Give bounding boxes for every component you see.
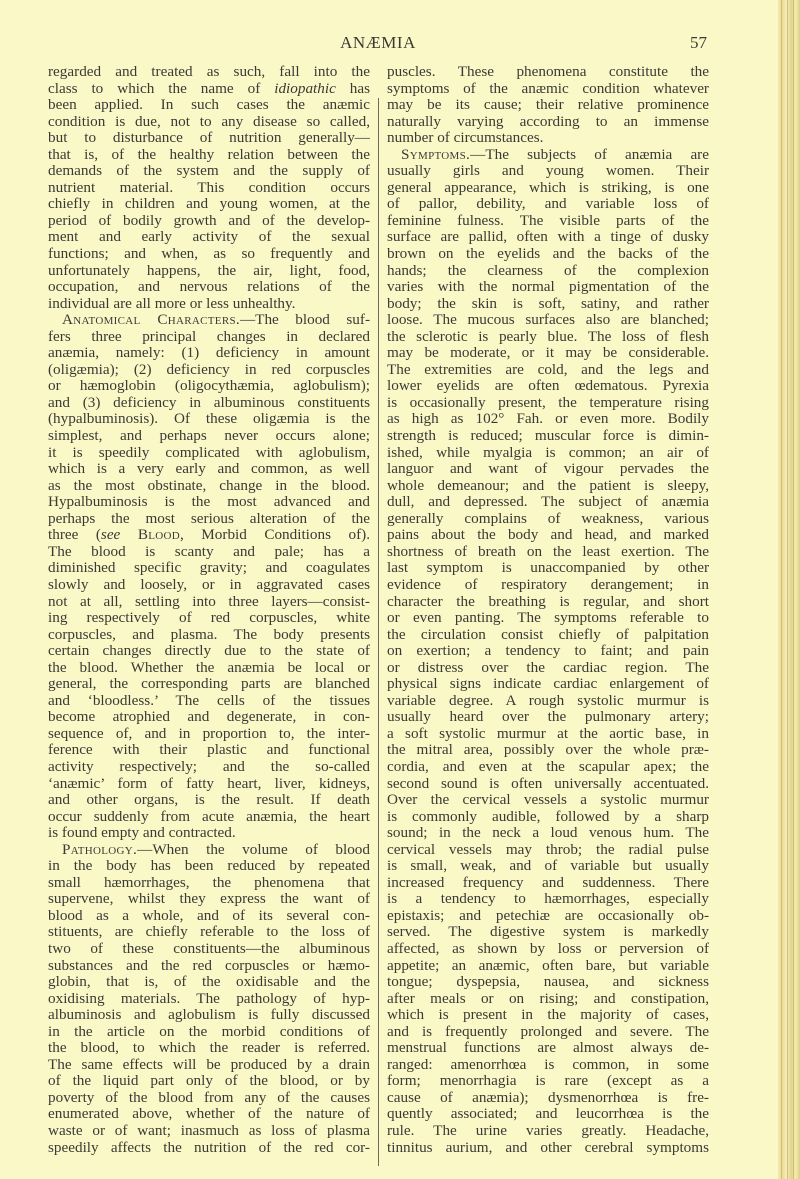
text-line: or distress over the cardiac region. The (387, 659, 709, 676)
spine-line (787, 0, 788, 1179)
paragraph (387, 64, 709, 147)
text-line: second sound is often universally accentuated. (387, 775, 709, 792)
text-line: as high as 102° Fah. or even more. Bodily (387, 411, 709, 428)
text-line: supervene, whilst they express the want of (48, 891, 370, 908)
text-line: cause of anæmia); dysmenorrhœa is fre- (387, 1089, 709, 1106)
text-line: oxidising materials. The pathology of hyp- (48, 990, 370, 1007)
text-line: (hypalbuminosis). Of these oligæmia is the (48, 411, 370, 428)
text-line: three (see Blood, Morbid Conditions of). (48, 527, 370, 544)
text-line: which is present in the majority of cases, (387, 1007, 709, 1024)
text-line: served. The digestive system is markedly (387, 924, 709, 941)
text-line: strength is reduced; muscular force is dimin- (387, 428, 709, 445)
text-line: after meals or on rising; and constipation, (387, 990, 709, 1007)
italic-term: idiopathic (274, 80, 336, 97)
text-line: form; menorrhagia is rare (except as a (387, 1073, 709, 1090)
text-line: regarded and treated as such, fall into the (48, 64, 370, 80)
text-line: is occasionally present, the temperature rising (387, 394, 709, 411)
text-line: puscles. These phenomena constitute the (387, 64, 709, 80)
text-line: brown on the eyelids and the backs of the (387, 246, 709, 263)
text-line: may be its cause; their relative prominence (387, 97, 709, 114)
text-line: The same effects will be produced by a drain (48, 1056, 370, 1073)
text-line: sequence of, and in proportion to, the inter- (48, 725, 370, 742)
text-line: enumerated above, whether of the nature of (48, 1106, 370, 1123)
text-line: The extremities are cold, and the legs and (387, 361, 709, 378)
text-line: not at all, settling into three layers—consist- (48, 593, 370, 610)
text-line: which is a very early and common, as well (48, 461, 370, 478)
spine-line (793, 0, 794, 1179)
paragraph (48, 64, 370, 312)
text-line: period of bodily growth and of the develop- (48, 212, 370, 229)
text-line: demands of the system and the supply of (48, 163, 370, 180)
text-line: albuminosis and aglobulism is fully discussed (48, 1007, 370, 1024)
text-line: diminished specific gravity; and coagulates (48, 560, 370, 577)
text-line: is found empty and contracted. (48, 825, 236, 842)
left-column (48, 64, 370, 1156)
text-line: Symptoms.—The subjects of anæmia are (401, 146, 709, 163)
text-line: of the liquid part only of the blood, or by (48, 1073, 370, 1090)
text-line: chiefly in children and young women, at the (48, 196, 370, 213)
text-line: cordia, and even at the scapular apex; the (387, 758, 709, 775)
text-line: The blood is scanty and pale; has a (48, 543, 370, 560)
text-line: perhaps the most serious alteration of the (48, 510, 370, 527)
text-line: or even panting. The symptoms referable to (387, 610, 709, 627)
text-line: physical signs indicate cardiac enlargement of (387, 676, 709, 693)
text-line: and is frequently prolonged and severe. The (387, 1023, 709, 1040)
text-line: is small, weak, and of variable but usually (387, 858, 709, 875)
text-line: ment and early activity of the sexual (48, 229, 370, 246)
text-line: loose. The mucous surfaces also are blanched; (387, 312, 709, 329)
text-line: nutrient material. This condition occurs (48, 179, 370, 196)
text-line: character the breathing is regular, and short (387, 593, 709, 610)
text-line: slowly and loosely, or in aggravated cases (48, 576, 370, 593)
text-line: hands; the clearness of the complexion (387, 262, 709, 279)
text-line: (oligæmia); (2) deficiency in red corpuscles (48, 361, 370, 378)
text-line: affected, as shown by loss or perversion of (387, 940, 709, 957)
text-line: the mitral area, possibly over the whole præ- (387, 742, 709, 759)
text-line: shortness of breath on the least exertion. The (387, 543, 709, 560)
text-line: speedily affects the nutrition of the red cor- (48, 1139, 370, 1156)
text-line: cervical vessels may throb; the radial pulse (387, 841, 709, 858)
text-line: pains about the body and head, and marked (387, 527, 709, 544)
right-column (387, 64, 709, 1156)
text-line: become atrophied and degenerate, in con- (48, 709, 370, 726)
text-line: unfortunately happens, the air, light, food, (48, 262, 370, 279)
text-line: generally complains of weakness, various (387, 510, 709, 527)
text-line: but to disturbance of nutrition generally— (48, 130, 370, 147)
column-divider (378, 98, 379, 1166)
text-line: or hæmoglobin (oligocythæmia, aglobulism); (48, 378, 370, 395)
text-line: two of these constituents—the albuminous (48, 940, 370, 957)
text-line: the sclerotic is pearly blue. The loss of flesh (387, 328, 709, 345)
text-line: in the article on the morbid conditions of (48, 1023, 370, 1040)
text-line: anæmia, namely: (1) deficiency in amount (48, 345, 370, 362)
text-line: occupation, and nervous relations of the (48, 279, 370, 296)
text-line: quently associated; and leucorrhœa is the (387, 1106, 709, 1123)
text-line: appetite; an anæmic, often bare, but variable (387, 957, 709, 974)
text-line: in the body has been reduced by repeated (48, 858, 370, 875)
section-heading: Anatomical Characters. (62, 312, 240, 329)
text-line: the circulation consist chiefly of palpitation (387, 626, 709, 643)
text-line: number of circumstances. (387, 130, 544, 147)
text-line: variable degree. A rough systolic murmur is (387, 692, 709, 709)
text-line: whole demeanour; and the patient is sleepy, (387, 477, 709, 494)
text-line: individual are all more or less unhealthy. (48, 295, 296, 312)
text-line: and (3) deficiency in albuminous constituents (48, 394, 370, 411)
text-line: general, the corresponding parts are blanched (48, 676, 370, 693)
text-line: tongue; dyspepsia, nausea, and sickness (387, 974, 709, 991)
section-heading: Symptoms. (401, 146, 471, 163)
text-line: general appearance, which is striking, is one (387, 179, 709, 196)
text-line: varies with the normal pigmentation of the (387, 279, 709, 296)
text-line: Pathology.—When the volume of blood (62, 841, 370, 858)
text-line: is commonly audible, followed by a sharp (387, 808, 709, 825)
text-line: and ‘bloodless.’ The cells of the tissues (48, 692, 370, 709)
text-line: activity respectively; and the so-called (48, 758, 370, 775)
text-line: functions; and when, as so frequently and (48, 246, 370, 263)
section-heading: Blood (137, 527, 180, 544)
text-line: and other organs, is the result. If death (48, 792, 370, 809)
text-line: corpuscles, and plasma. The body presents (48, 626, 370, 643)
text-line: languor and want of vigour pervades the (387, 461, 709, 478)
text-line: rule. The urine varies greatly. Headache, (387, 1123, 709, 1139)
text-line: increased frequency and suddenness. There (387, 874, 709, 891)
text-line: of pallor, debility, and variable loss of (387, 196, 709, 213)
text-line: the blood, to which the reader is referred. (48, 1040, 370, 1057)
text-line: ference with their plastic and functional (48, 742, 370, 759)
text-line: small hæmorrhages, the phenomena that (48, 874, 370, 891)
text-line: blood as a whole, and of its several con- (48, 907, 370, 924)
text-line: sound; in the neck a loud venous hum. The (387, 825, 709, 842)
book-spine-edge (778, 0, 800, 1179)
text-line: tinnitus aurium, and other cerebral symptoms (387, 1139, 709, 1156)
text-line: is a tendency to hæmorrhages, especially (387, 891, 709, 908)
text-line: occur suddenly from acute anæmia, the heart (48, 808, 370, 825)
text-line: ‘anæmic’ form of fatty heart, liver, kidneys, (48, 775, 370, 792)
text-line: surface are pallid, often with a tinge of dusky (387, 229, 709, 246)
text-line: usually girls and young women. Their (387, 163, 709, 180)
paragraph (48, 842, 370, 1156)
text-line: ranged: amenorrhœa is common, in some (387, 1056, 709, 1073)
text-line: condition is due, not to any disease so called, (48, 113, 370, 130)
text-line: Over the cervical vessels a systolic murmur (387, 792, 709, 809)
text-line: that is, of the healthy relation between the (48, 146, 370, 163)
text-line: ished, while myalgia is common; an air of (387, 444, 709, 461)
text-line: may be moderate, or it may be considerable. (387, 345, 709, 362)
paragraph (48, 312, 370, 842)
text-line: naturally varying according to an immense (387, 113, 709, 130)
text-line: usually heard over the pulmonary artery; (387, 709, 709, 726)
text-line: lower eyelids are often œdematous. Pyrexia (387, 378, 709, 395)
text-line: substances and the red corpuscles or hæmo- (48, 957, 370, 974)
text-line: stituents, are chiefly referable to the loss of (48, 924, 370, 941)
text-line: menstrual functions are almost always de- (387, 1040, 709, 1057)
text-line: feminine fulness. The visible parts of the (387, 212, 709, 229)
text-line: evidence of respiratory derangement; in (387, 576, 709, 593)
text-line: poverty of the blood from any of the causes (48, 1089, 370, 1106)
text-line: simplest, and perhaps never occurs alone; (48, 428, 370, 445)
page-number: 57 (690, 33, 707, 52)
text-line: fers three principal changes in declared (48, 328, 370, 345)
spine-line (781, 0, 782, 1179)
text-line: on exertion; a tendency to faint; and pain (387, 643, 709, 660)
section-heading: Pathology. (62, 841, 138, 858)
text-line: a soft systolic murmur at the aortic base, in (387, 725, 709, 742)
paragraph (387, 147, 709, 1156)
text-line: last symptom is unaccompanied by other (387, 560, 709, 577)
text-line: waste or of want; inasmuch as loss of plasma (48, 1123, 370, 1139)
text-line: globin, that is, of the oxidisable and the (48, 974, 370, 991)
text-line: been applied. In such cases the anæmic (48, 97, 370, 114)
text-line: dull, and depressed. The subject of anæmia (387, 494, 709, 511)
text-line: Anatomical Characters.—The blood suf- (62, 312, 370, 329)
italic-term: see (100, 527, 121, 544)
text-line: certain changes directly due to the state of (48, 643, 370, 660)
text-line: symptoms of the anæmic condition whatever (387, 80, 709, 97)
text-line: epistaxis; and petechiæ are occasionally ob- (387, 907, 709, 924)
running-title: ANÆMIA (340, 33, 416, 52)
text-line: it is speedily complicated with aglobulism, (48, 444, 370, 461)
text-line: body; the skin is soft, satiny, and rather (387, 295, 709, 312)
text-line: the blood. Whether the anæmia be local or (48, 659, 370, 676)
text-line: Hypalbuminosis is the most advanced and (48, 494, 370, 511)
text-line: class to which the name of idiopathic has (48, 80, 370, 97)
text-line: as the most obstinate, change in the blood. (48, 477, 370, 494)
text-line: ing respectively of red corpuscles, white (48, 610, 370, 627)
